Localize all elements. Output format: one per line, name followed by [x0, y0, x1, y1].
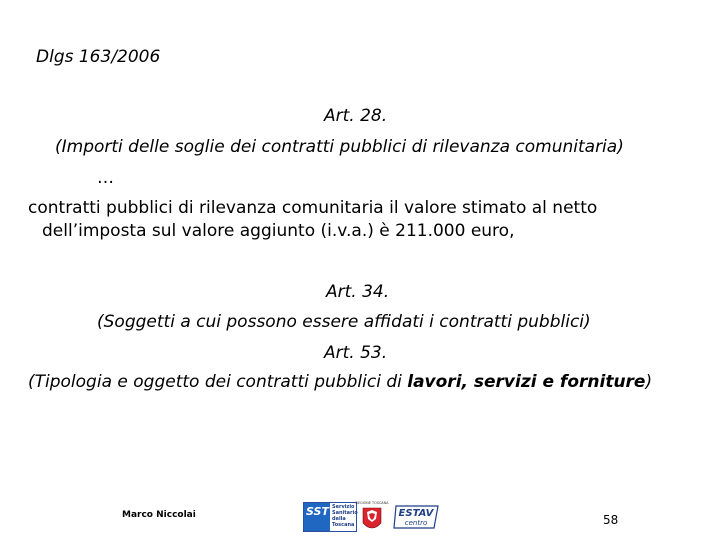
art53-subtitle-bold: lavori, servizi e forniture	[407, 372, 646, 392]
art34-subtitle: (Soggetti a cui possono essere affidati i contratti pubblici)	[97, 312, 591, 332]
footer-author: Marco Niccolai	[122, 510, 196, 520]
sst-logo-text: Servizio Sanitario della Toscana	[332, 504, 358, 528]
art53-subtitle-prefix: (Tipologia e oggetto dei contratti pubblici di	[28, 372, 408, 392]
art28-text-line1: contratti pubblici di rilevanza comunitaria il valore stimato al netto	[28, 198, 598, 218]
art53-subtitle-suffix: )	[645, 372, 653, 392]
estav-logo	[394, 503, 440, 531]
svg-text:centro: centro	[404, 519, 428, 527]
law-reference: Dlgs 163/2006	[36, 47, 161, 67]
art34-title: Art. 34.	[326, 282, 390, 302]
art53-subtitle	[28, 372, 652, 392]
art28-text-line2: dell’imposta sul valore aggiunto (i.v.a.) è 211.000 euro,	[42, 221, 515, 241]
art28-subtitle: (Importi delle soglie dei contratti pubblici di rilevanza comunitaria)	[55, 137, 624, 157]
page-number: 58	[603, 513, 619, 527]
sst-logo-mark: SST	[304, 503, 330, 531]
art28-ellipsis: …	[97, 168, 114, 188]
art28-title: Art. 28.	[324, 106, 388, 126]
regione-toscana-logo	[355, 499, 389, 535]
sst-logo	[303, 502, 357, 532]
svg-text:REGIONE TOSCANA: REGIONE TOSCANA	[355, 501, 389, 505]
svg-text:ESTAV: ESTAV	[398, 508, 434, 519]
art53-title: Art. 53.	[324, 343, 388, 363]
